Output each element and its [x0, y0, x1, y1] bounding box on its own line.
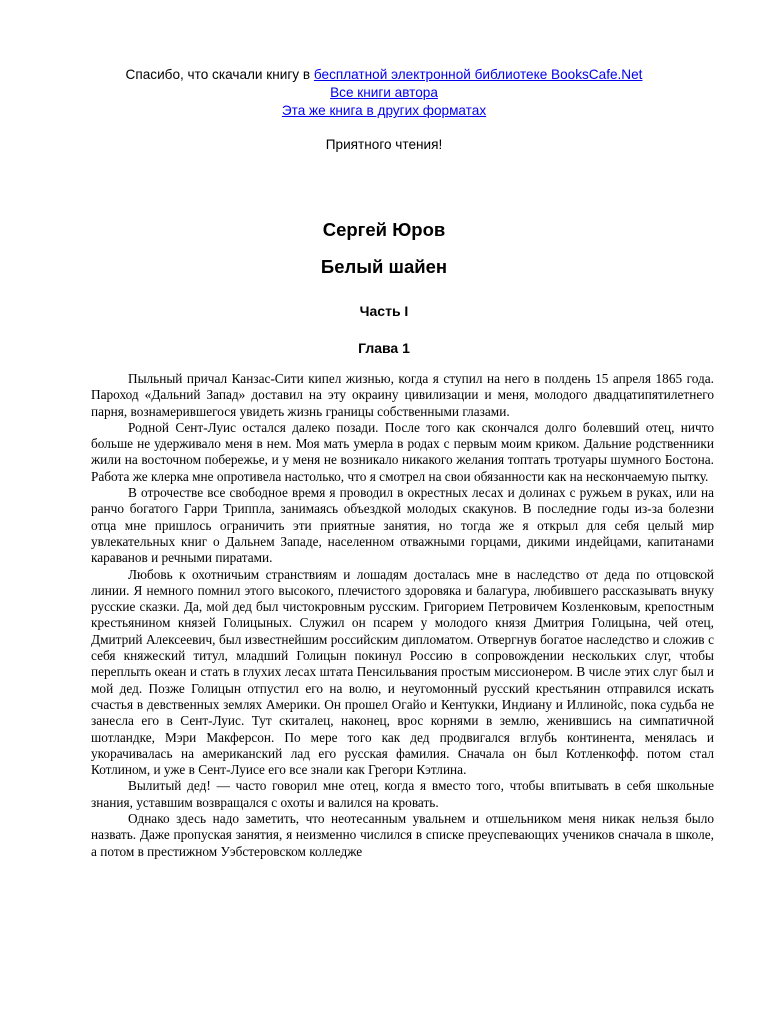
other-formats-link[interactable]: Эта же книга в других форматах	[281, 103, 487, 118]
chapter-text	[91, 371, 714, 860]
book-title: Белый шайен	[320, 256, 448, 277]
paragraph: Однако здесь надо заметить, что неотесанным увальнем и отшельником меня никак нельзя было назвать. Даже пропуская занятия, я неизменно числился в списке преуспевающих учеников сначала в школе, а потом в престижном Уэбстеровском колледже	[91, 811, 714, 859]
thanks-text: Спасибо, что скачали книгу в	[125, 67, 314, 82]
paragraph: Родной Сент-Луис остался далеко позади. После того как скончался долго болевший отец, ничто больше не удерживало меня в нем. Моя мать умерла в родах с первым моим криком. Дальние родственники жили на восточном побережье, и у меня не возникало никакого желания топтать тротуары шумного Бостона. Работа же клерка мне опротивела настолько, что я смотрел на свои обязанности как на нескончаемую пытку.	[91, 419, 714, 484]
paragraph: В отрочестве все свободное время я проводил в окрестных лесах и долинах с ружьем в руках, или на ранчо богатого Гарри Триппла, занимаясь объездкой молодых скакунов. В последние годы из-за болезни отца мне пришлось ограничить эти приятные занятия, но тогда же я открыл для себя целый мир увлекательных книг о Дальнем Западе, населенном отважными горцами, дикими индейцами, капитанами караванов и речными пиратами.	[91, 485, 714, 566]
author-name: Сергей Юров	[322, 219, 446, 240]
paragraph: Вылитый дед! — часто говорил мне отец, когда я вместо того, чтобы впитывать в себя школьные знания, уставшим возвращался с охоты и валился на кровать.	[91, 778, 714, 810]
download-header	[0, 66, 768, 120]
part-heading: Часть I	[359, 303, 409, 319]
paragraph: Любовь к охотничьим странствиям и лошадям досталась мне в наследство от деда по отцовской линии. Я немного помнил этого высокого, плечистого здоровяка и балагура, любившего рассказывать внуку русские сказки. Да, мой дед был чистокровным русским. Григорием Петровичем Козленковым, крепостным крестьянином князей Голицыных. Служил он псарем у молодого князя Дмитрия Голицына, чей отец, Дмитрий Алексеевич, был известнейшим российским дипломатом. Отвергнув богатое наследство и сложив с себя княжеский титул, младший Голицын покинул Россию в сопровождении нескольких слуг, чтобы переплыть океан и стать в глухих лесах штата Пенсильвания простым миссионером. В числе этих слуг был и мой дед. Позже Голицын отпустил его на волю, и неугомонный русский крестьянин отправился искать счастья в девственных землях Америки. Он прошел Огайо и Кентукки, Индиану и Иллинойс, пока судьба не занесла его в Сент-Луис. Тут скиталец, наконец, врос корнями в землю, женившись на симпатичной шотландке, Мэри Макферсон. По мере того как дед продвигался вглубь континента, менялась и укорачивалась на американский лад его русская фамилия. Сначала он был Котленкофф. потом стал Котлином, и уже в Сент-Луисе его все знали как Грегори Кэтлина.	[91, 566, 714, 778]
paragraph: Пыльный причал Канзас-Сити кипел жизнью, когда я ступил на него в полдень 15 апреля 1865 года. Пароход «Дальний Запад» доставил на эту окраину цивилизации и меня, молодого двадцатипятилетнего парня, вознамерившегося увидеть жизнь границы собственными глазами.	[91, 371, 714, 419]
author-books-link[interactable]: Все книги автора	[330, 85, 438, 100]
chapter-heading: Глава 1	[358, 340, 410, 356]
enjoy-reading-text: Приятного чтения!	[325, 137, 443, 152]
library-link[interactable]: бесплатной электронной библиотеке BooksCafe.Net	[313, 67, 643, 82]
thanks-line	[0, 66, 768, 84]
